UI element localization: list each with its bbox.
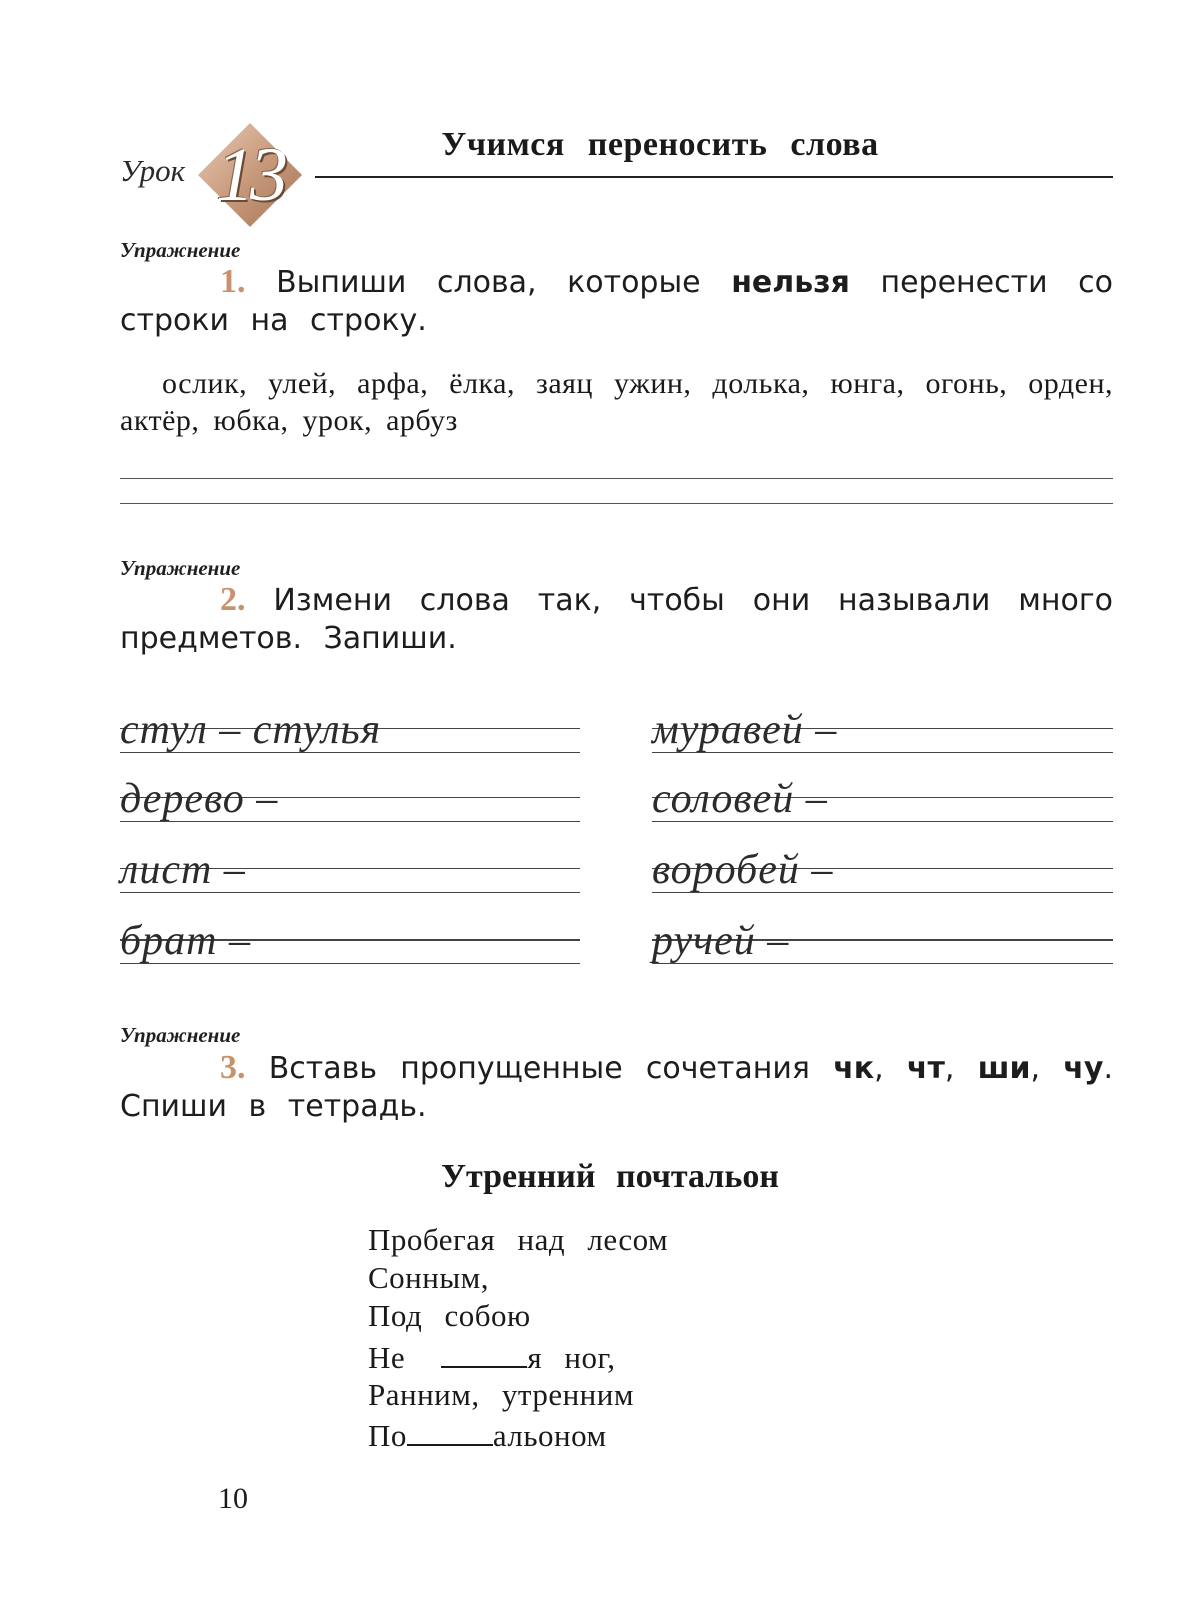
- exercise-1-word-list: ослик, улей, арфа, ёлка, заяц ужин, долька, юнга, огонь, орден, актёр, юбка, урок, арбуз: [120, 367, 1113, 437]
- lesson-number: 13: [216, 132, 284, 217]
- handwriting-left-4: брат –: [120, 918, 251, 964]
- handwriting-right-4: ручей –: [652, 918, 790, 964]
- poem-line-5: Ранним, утренним: [368, 1377, 634, 1412]
- exercise-label-1: Упражнение: [120, 238, 241, 262]
- poem-line-3: Под собою: [368, 1298, 531, 1333]
- exercise-3-text: Вставь пропущенные сочетания: [268, 1051, 810, 1086]
- blank-gap-2[interactable]: [407, 1418, 493, 1446]
- lesson-title: Учимся переносить слова: [441, 126, 879, 163]
- exercise-1-text: Выпиши слова, которые: [276, 265, 701, 300]
- exercise-1-bold-word: нельзя: [731, 265, 850, 300]
- handwriting-right-1: муравей –: [652, 707, 838, 753]
- exercise-label-2: Упражнение: [120, 556, 241, 580]
- title-underline: [315, 176, 1113, 178]
- poem-line-1: Пробегая над лесом: [368, 1222, 669, 1257]
- answer-line-1: [120, 478, 1113, 479]
- exercise-3-task: 3. Вставь пропущенные сочетания чк, чт, ши, чу. Спиши в тетрадь.: [120, 1049, 1113, 1124]
- exercise-2-number: 2.: [220, 581, 246, 618]
- handwriting-right-2: соловей –: [652, 776, 828, 822]
- blank-gap-1[interactable]: [441, 1340, 527, 1368]
- poem-line-4-start: Не: [368, 1340, 428, 1375]
- poem-line-6-end: альоном: [492, 1418, 607, 1453]
- handwriting-left-3: лист –: [120, 847, 246, 893]
- exercise-2-text: Измени слова так, чтобы они называли много предметов. Запиши.: [120, 583, 1113, 656]
- combo-chk: чк: [833, 1051, 875, 1086]
- page-number: 10: [218, 1482, 248, 1515]
- poem-line-6-start: По: [368, 1418, 407, 1453]
- poem-line-4-end: я ног,: [527, 1340, 616, 1375]
- exercise-1-task: [120, 263, 1113, 340]
- exercise-1-number: 1.: [220, 263, 246, 300]
- exercise-3-text-end: Спиши в тетрадь.: [120, 1089, 427, 1124]
- poem-line-2: Сонным,: [368, 1260, 490, 1295]
- lesson-label: Урок: [120, 153, 186, 188]
- poem-title: Утренний почтальон: [441, 1158, 779, 1195]
- combo-cht: чт: [906, 1051, 945, 1086]
- exercise-2-task: [120, 581, 1113, 658]
- handwriting-left-1: стул – стулья: [120, 707, 382, 753]
- handwriting-right-3: воробей –: [652, 847, 834, 893]
- answer-line-2: [120, 503, 1113, 504]
- exercise-label-3: Упражнение: [120, 1023, 241, 1047]
- combo-chu: чу: [1063, 1051, 1104, 1086]
- poem-line-6: [368, 1417, 607, 1455]
- handwriting-left-2: дерево –: [120, 776, 279, 822]
- exercise-3-number: 3.: [220, 1049, 246, 1086]
- exercise-1-text-end: перенести со строки на строку.: [120, 265, 1113, 338]
- combo-shi: ши: [977, 1051, 1031, 1086]
- poem-line-4: [368, 1339, 615, 1377]
